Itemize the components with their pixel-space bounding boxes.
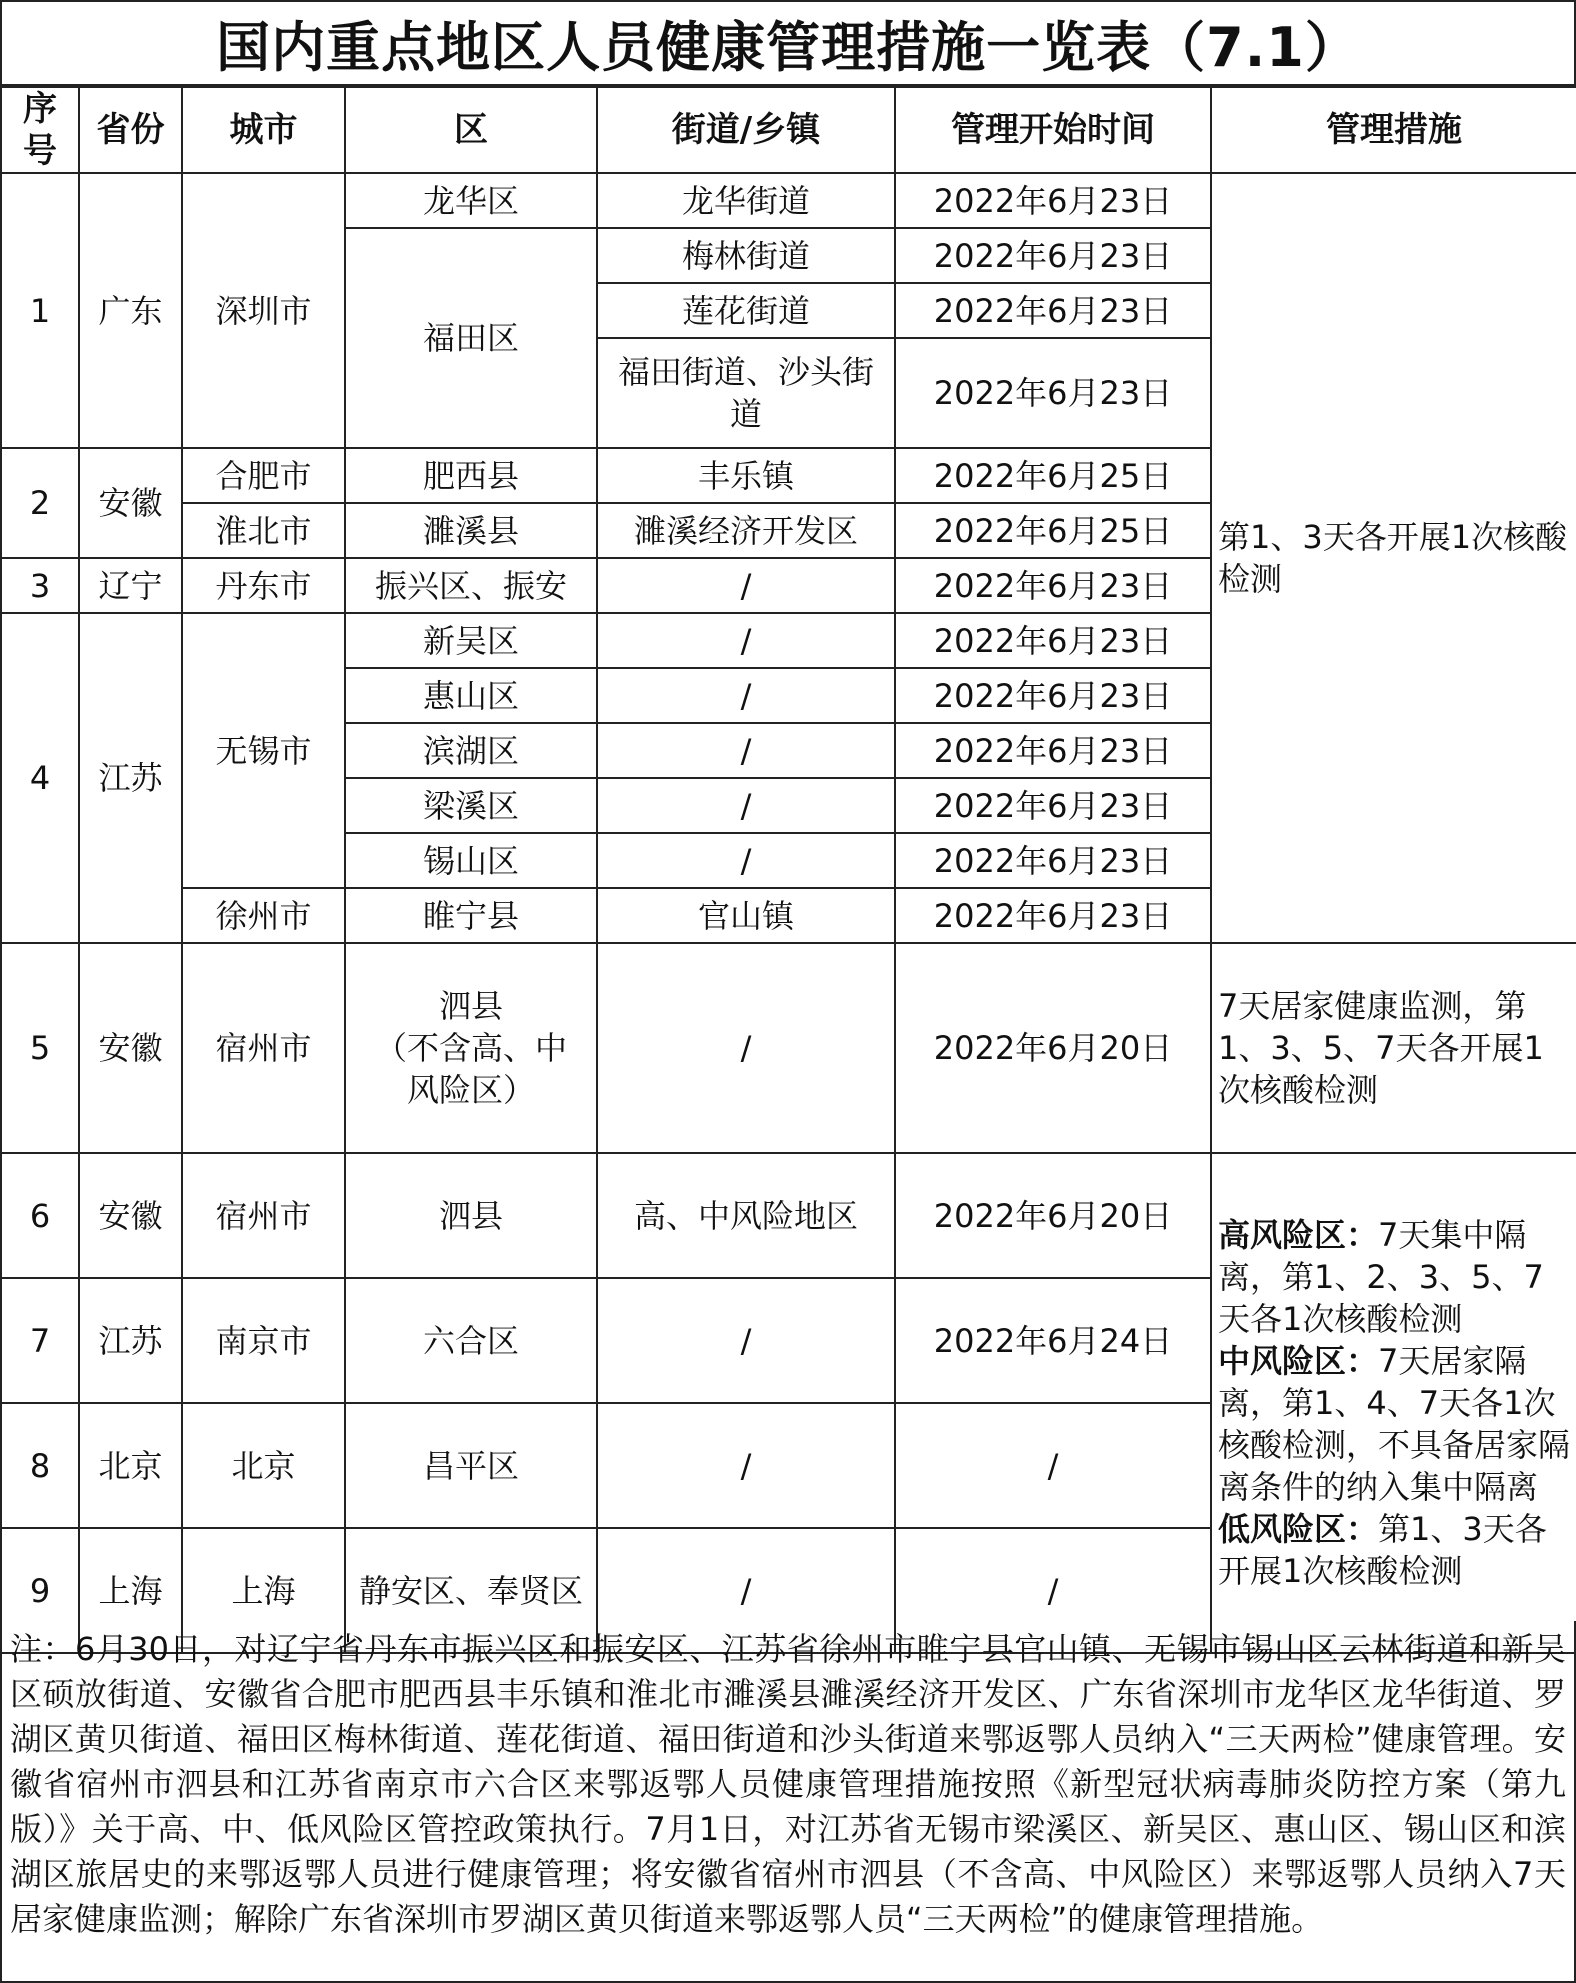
cell-start-time: 2022年6月25日 bbox=[895, 503, 1211, 558]
cell-city: 无锡市 bbox=[182, 613, 345, 888]
cell-seq: 4 bbox=[1, 613, 79, 943]
cell-city: 北京 bbox=[182, 1403, 345, 1528]
cell-street: 丰乐镇 bbox=[597, 448, 895, 503]
header-province: 省份 bbox=[79, 87, 182, 173]
table-row bbox=[1, 1153, 1576, 1278]
cell-street: / bbox=[597, 1403, 895, 1528]
cell-street: / bbox=[597, 943, 895, 1153]
mid-risk-text: 7天居家隔离，第1、4、7天各1次核酸检测，不具备居家隔离条件的纳入集中隔离 bbox=[1218, 1342, 1571, 1506]
cell-district: 静安区、奉贤区 bbox=[345, 1528, 597, 1653]
cell-district: 锡山区 bbox=[345, 833, 597, 888]
cell-district: 滨湖区 bbox=[345, 723, 597, 778]
header-start-time: 管理开始时间 bbox=[895, 87, 1211, 173]
cell-province: 江苏 bbox=[79, 613, 182, 943]
footnote: 注：6月30日，对辽宁省丹东市振兴区和振安区、江苏省徐州市睢宁县官山镇、无锡市锡山区云林街道和新吴区硕放街道、安徽省合肥市肥西县丰乐镇和淮北市濉溪县濉溪经济开发区、广东省深圳市龙华区龙华街道、罗湖区黄贝街道、福田区梅林街道、莲花街道、福田街道和沙头街道来鄂返鄂人员纳入“三天两检”健康管理。安徽省宿州市泗县和江苏省南京市六合区来鄂返鄂人员健康管理措施按照《新型冠状病毒肺炎防控方案（第九版）》关于高、中、低风险区管控政策执行。7月1日，对江苏省无锡市梁溪区、新吴区、惠山区、锡山区和滨湖区旅居史的来鄂返鄂人员进行健康管理；将安徽省宿州市泗县（不含高、中风险区）来鄂返鄂人员纳入7天居家健康监测；解除广东省深圳市罗湖区黄贝街道来鄂返鄂人员“三天两检”的健康管理措施。 bbox=[0, 1621, 1576, 1983]
cell-start-time: 2022年6月23日 bbox=[895, 833, 1211, 888]
cell-district: 福田区 bbox=[345, 228, 597, 448]
cell-district: 龙华区 bbox=[345, 173, 597, 228]
high-risk-text: 7天集中隔离，第1、2、3、5、7天各1次核酸检测 bbox=[1218, 1216, 1544, 1338]
cell-district: 梁溪区 bbox=[345, 778, 597, 833]
cell-street: / bbox=[597, 668, 895, 723]
cell-street: 莲花街道 bbox=[597, 283, 895, 338]
low-risk-text: 第1、3天各开展1次核酸检测 bbox=[1218, 1510, 1547, 1590]
cell-province: 安徽 bbox=[79, 448, 182, 558]
header-city: 城市 bbox=[182, 87, 345, 173]
cell-start-time: 2022年6月20日 bbox=[895, 943, 1211, 1153]
cell-city: 南京市 bbox=[182, 1278, 345, 1403]
header-measure: 管理措施 bbox=[1211, 87, 1576, 173]
cell-district: 泗县 bbox=[345, 1153, 597, 1278]
cell-start-time: / bbox=[895, 1528, 1211, 1653]
cell-start-time: 2022年6月23日 bbox=[895, 338, 1211, 448]
cell-start-time: 2022年6月25日 bbox=[895, 448, 1211, 503]
cell-province: 辽宁 bbox=[79, 558, 182, 613]
cell-street: / bbox=[597, 558, 895, 613]
cell-seq: 9 bbox=[1, 1528, 79, 1653]
cell-start-time: 2022年6月23日 bbox=[895, 888, 1211, 943]
cell-start-time: 2022年6月23日 bbox=[895, 173, 1211, 228]
cell-seq: 8 bbox=[1, 1403, 79, 1528]
cell-district: 新吴区 bbox=[345, 613, 597, 668]
cell-street: 龙华街道 bbox=[597, 173, 895, 228]
cell-district: 昌平区 bbox=[345, 1403, 597, 1528]
cell-district: 六合区 bbox=[345, 1278, 597, 1403]
header-row bbox=[1, 87, 1576, 173]
cell-seq: 1 bbox=[1, 173, 79, 448]
mid-risk-label: 中风险区： bbox=[1218, 1342, 1379, 1380]
cell-start-time: 2022年6月23日 bbox=[895, 283, 1211, 338]
cell-seq: 5 bbox=[1, 943, 79, 1153]
cell-city: 宿州市 bbox=[182, 1153, 345, 1278]
cell-city: 徐州市 bbox=[182, 888, 345, 943]
cell-start-time: 2022年6月20日 bbox=[895, 1153, 1211, 1278]
cell-measure-group-6 bbox=[1211, 1153, 1576, 1653]
cell-street: 濉溪经济开发区 bbox=[597, 503, 895, 558]
header-district: 区 bbox=[345, 87, 597, 173]
cell-seq: 7 bbox=[1, 1278, 79, 1403]
cell-city: 丹东市 bbox=[182, 558, 345, 613]
cell-street: / bbox=[597, 1528, 895, 1653]
health-measures-table bbox=[0, 86, 1576, 1654]
cell-street: / bbox=[597, 723, 895, 778]
header-seq: 序号 bbox=[1, 87, 79, 173]
cell-measure-group-1: 第1、3天各开展1次核酸检测 bbox=[1211, 173, 1576, 943]
cell-start-time: 2022年6月23日 bbox=[895, 228, 1211, 283]
cell-city: 深圳市 bbox=[182, 173, 345, 448]
cell-street: 官山镇 bbox=[597, 888, 895, 943]
cell-street: 梅林街道 bbox=[597, 228, 895, 283]
high-risk-label: 高风险区： bbox=[1218, 1216, 1379, 1254]
cell-district: 睢宁县 bbox=[345, 888, 597, 943]
cell-province: 江苏 bbox=[79, 1278, 182, 1403]
cell-city: 淮北市 bbox=[182, 503, 345, 558]
cell-city: 合肥市 bbox=[182, 448, 345, 503]
cell-district: 惠山区 bbox=[345, 668, 597, 723]
cell-district: 濉溪县 bbox=[345, 503, 597, 558]
cell-district: 泗县 （不含高、中 风险区） bbox=[345, 943, 597, 1153]
cell-start-time: 2022年6月23日 bbox=[895, 668, 1211, 723]
cell-street: / bbox=[597, 778, 895, 833]
cell-district: 肥西县 bbox=[345, 448, 597, 503]
cell-measure-group-5: 7天居家健康监测，第1、3、5、7天各开展1次核酸检测 bbox=[1211, 943, 1576, 1153]
cell-street: 高、中风险地区 bbox=[597, 1153, 895, 1278]
cell-city: 上海 bbox=[182, 1528, 345, 1653]
cell-street: / bbox=[597, 1278, 895, 1403]
cell-city: 宿州市 bbox=[182, 943, 345, 1153]
cell-province: 安徽 bbox=[79, 943, 182, 1153]
cell-seq: 6 bbox=[1, 1153, 79, 1278]
cell-seq: 2 bbox=[1, 448, 79, 558]
cell-start-time: / bbox=[895, 1403, 1211, 1528]
cell-province: 上海 bbox=[79, 1528, 182, 1653]
header-street: 街道/乡镇 bbox=[597, 87, 895, 173]
cell-start-time: 2022年6月23日 bbox=[895, 613, 1211, 668]
cell-start-time: 2022年6月23日 bbox=[895, 778, 1211, 833]
cell-province: 北京 bbox=[79, 1403, 182, 1528]
cell-street: / bbox=[597, 833, 895, 888]
low-risk-label: 低风险区： bbox=[1218, 1510, 1379, 1548]
cell-start-time: 2022年6月23日 bbox=[895, 723, 1211, 778]
cell-province: 安徽 bbox=[79, 1153, 182, 1278]
page-title: 国内重点地区人员健康管理措施一览表（7.1） bbox=[0, 0, 1576, 86]
cell-province: 广东 bbox=[79, 173, 182, 448]
cell-start-time: 2022年6月24日 bbox=[895, 1278, 1211, 1403]
cell-street: 福田街道、沙头街道 bbox=[597, 338, 895, 448]
cell-district: 振兴区、振安 bbox=[345, 558, 597, 613]
table-row bbox=[1, 173, 1576, 228]
cell-street: / bbox=[597, 613, 895, 668]
cell-start-time: 2022年6月23日 bbox=[895, 558, 1211, 613]
cell-seq: 3 bbox=[1, 558, 79, 613]
table-row bbox=[1, 943, 1576, 1153]
